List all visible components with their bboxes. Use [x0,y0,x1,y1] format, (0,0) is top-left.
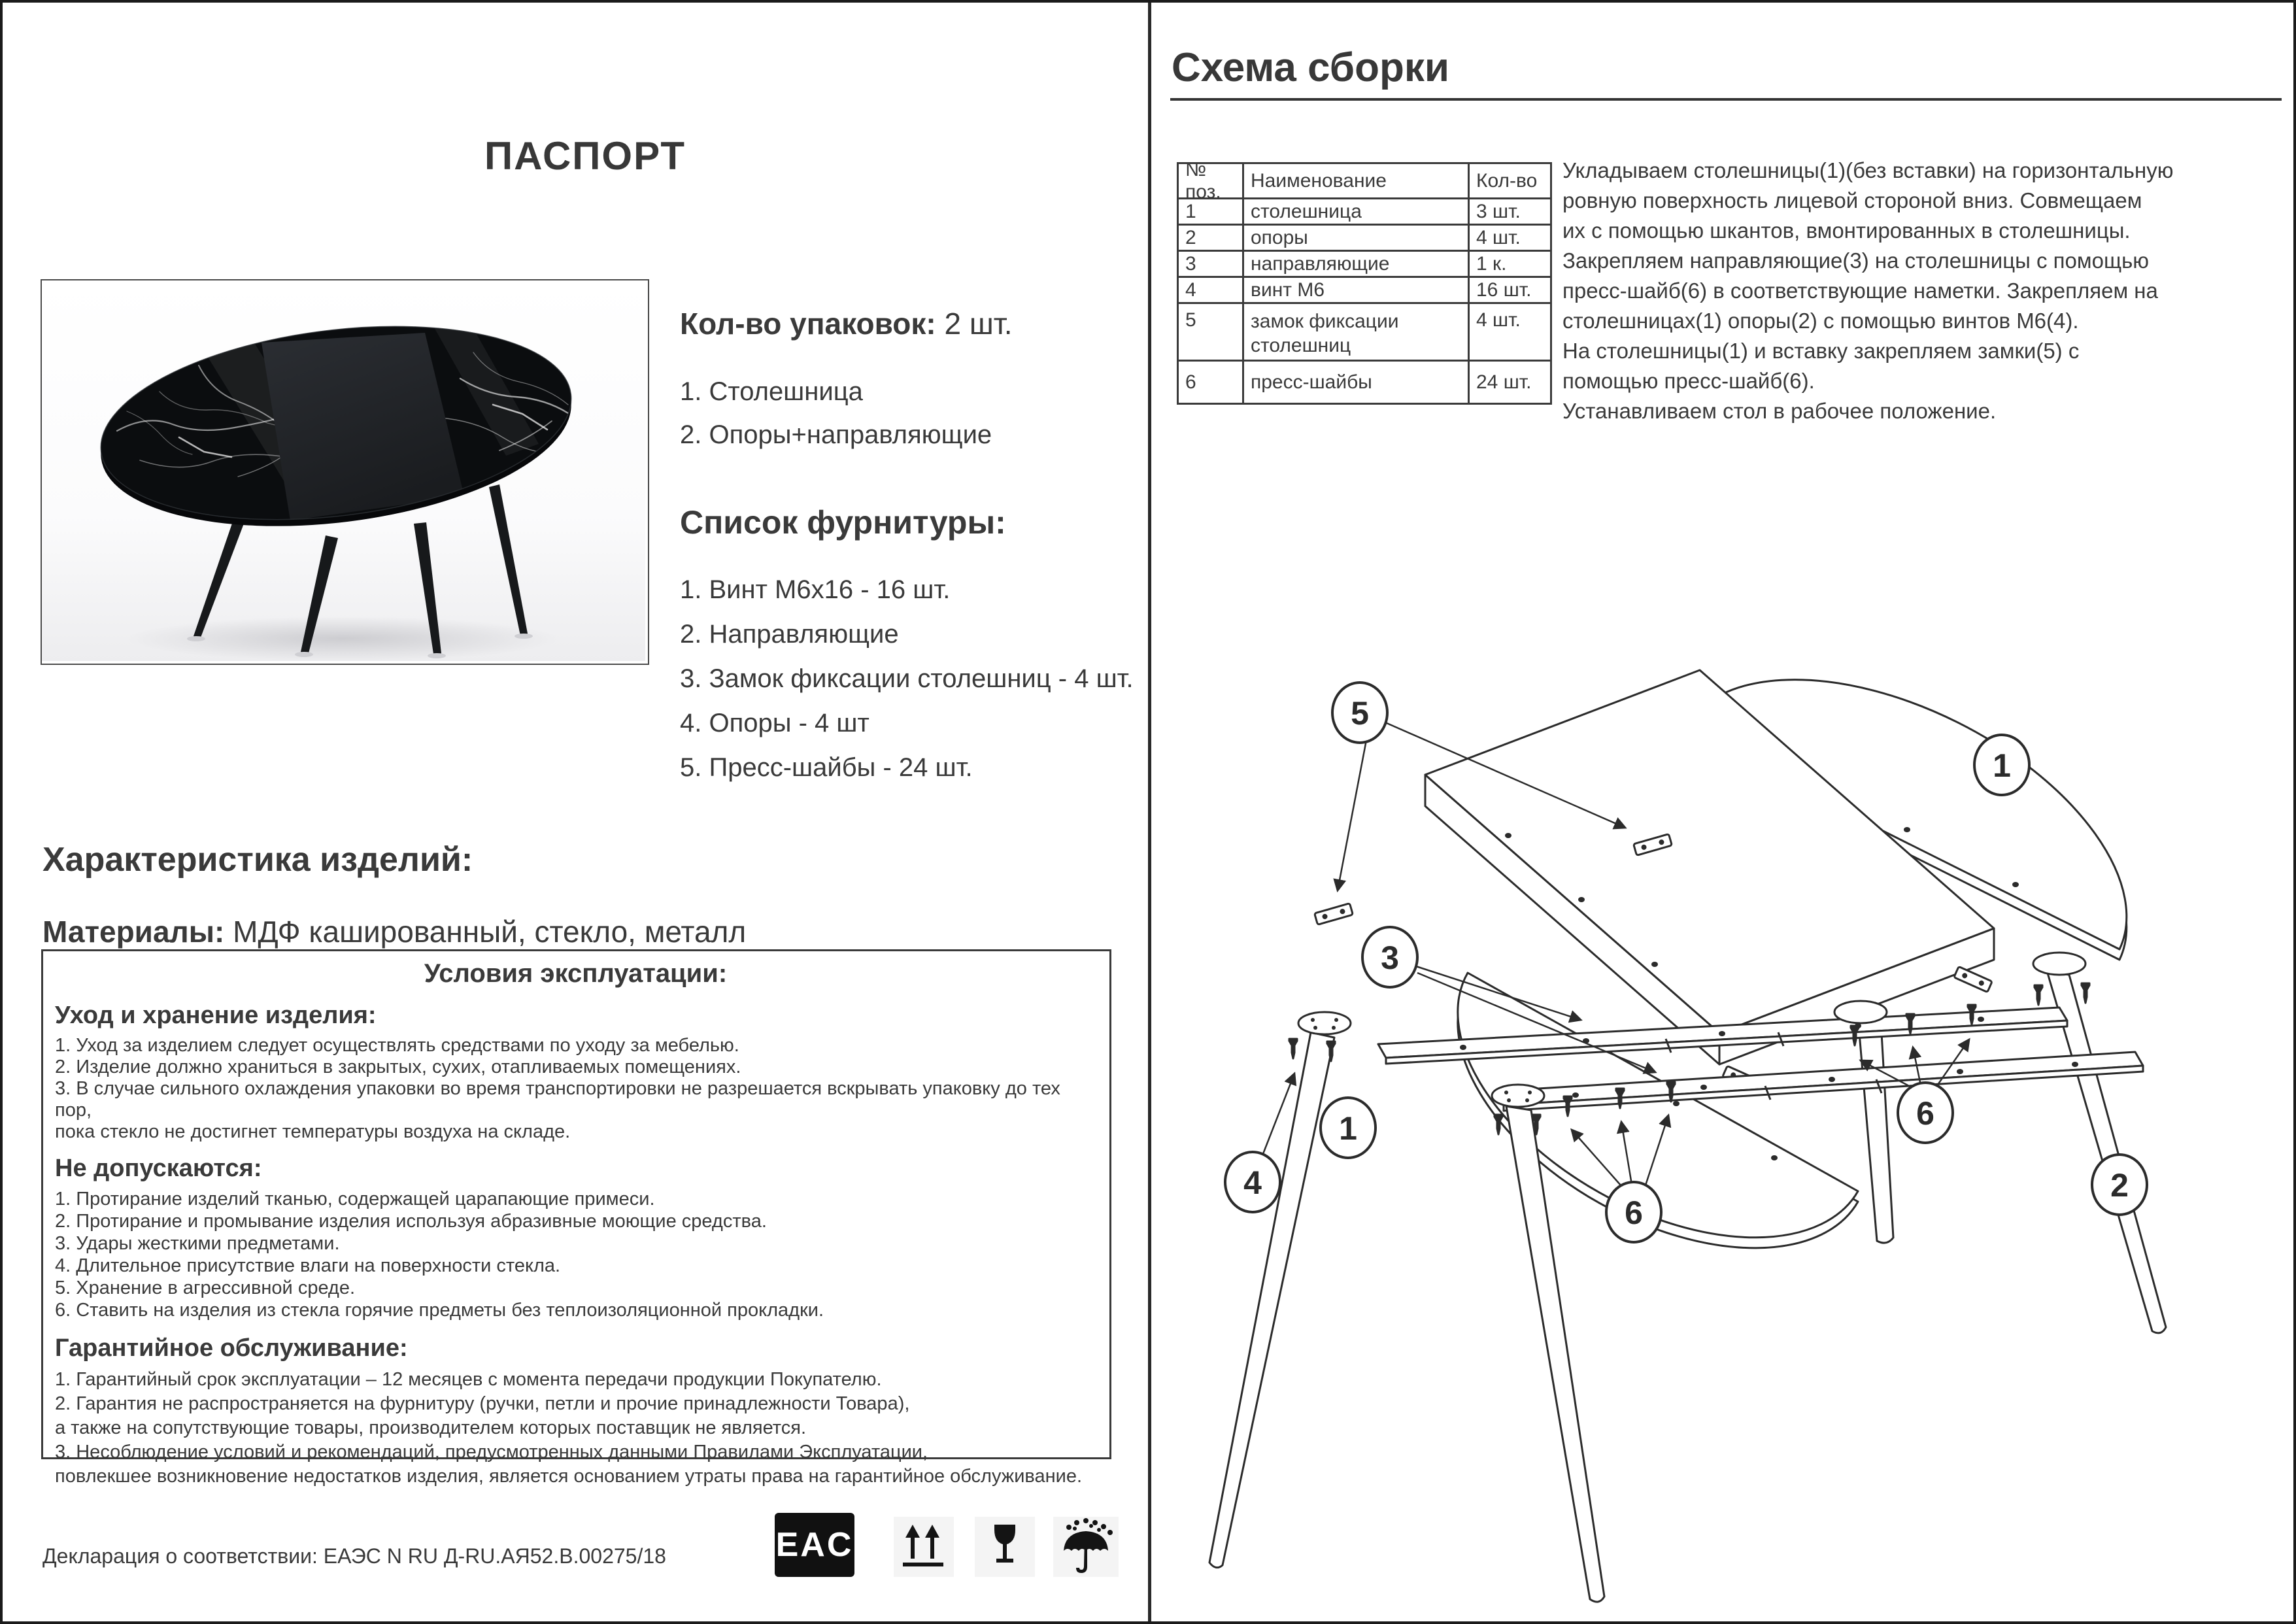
svg-text:1: 1 [1339,1110,1357,1147]
svg-text:5: 5 [1351,695,1369,732]
care-heading: Уход и хранение изделия: [55,1002,377,1029]
packaging-section [680,306,1124,456]
table-leg-middle [1859,1021,1893,1243]
callout-2 [2092,1155,2147,1215]
table-cell-qty: 4 шт. [1470,304,1550,362]
packaging-label: Кол-во упаковок: [680,307,936,341]
instruction-line: ровную поверхность лицевой стороной вниз. Совмещаем [1562,188,2142,212]
lock-plate [1315,904,1353,925]
table-cell-name: замок фиксации столешниц [1244,304,1470,362]
instruction-line: столешницах(1) опоры(2) с помощью винтов М6(4). [1562,309,2079,333]
col-header-name: Наименование [1244,164,1470,199]
characteristics-heading: Характеристика изделий: [42,841,473,879]
not-allowed-line: 5. Хранение в агрессивной среде. [55,1277,356,1298]
svg-text:4: 4 [1243,1164,1262,1201]
warranty-line: 1. Гарантийный срок эксплуатации – 12 месяцев с момента передачи продукции Покупателю. [55,1369,882,1390]
conditions-box [41,949,1111,1487]
instruction-line: пресс-шайб(6) в соответствующие наметки. Закрепляем на [1562,279,2158,303]
product-photo-render [42,280,645,661]
not-allowed-line: 1. Протирание изделий тканью, содержащей царапающие примеси. [55,1189,655,1210]
care-line: пока стекло не достигнет температуры воздуха на складе. [55,1121,571,1142]
table-cell-name: направляющие [1244,252,1470,278]
keep-dry-umbrella-icon [1053,1517,1119,1577]
col-header-qty: Кол-во [1470,164,1550,199]
not-allowed-line: 2. Протирание и промывание изделия используя абразивные моющие средства. [55,1211,767,1232]
leg-mount-plate [2033,953,2085,975]
table-cell-num: 6 [1179,362,1244,403]
hardware-item: 2. Направляющие [680,620,899,649]
hardware-heading: Список фурнитуры: [680,504,1006,541]
table-cell-qty: 1 к. [1470,252,1550,278]
instruction-line: Закрепляем направляющие(3) на столешницы с помощью [1562,248,2150,273]
callout-1-left [1321,1098,1376,1158]
not-allowed-heading: Не допускаются: [55,1155,262,1182]
svg-text:6: 6 [1625,1194,1643,1231]
table-cell-num: 5 [1179,304,1244,362]
product-photo [41,279,649,665]
table-cell-qty: 24 шт. [1476,371,1532,393]
table-cell-num: 3 [1179,252,1244,278]
page-title-assembly-scheme: Схема сборки [1172,45,1449,90]
callout-1-right [1974,735,2029,795]
conditions-title: Условия эксплуатации: [424,959,728,988]
table-cell-num: 4 [1179,278,1244,304]
callout-3 [1362,927,1417,987]
parts-table [1177,158,1552,405]
table-cell-qty: 16 шт. [1470,278,1550,304]
page-divider [1148,0,1151,1624]
packaging-value: 2 шт. [936,307,1013,341]
not-allowed-line: 3. Удары жесткими предметами. [55,1233,340,1254]
packaging-heading [680,306,1124,341]
handling-icons-row [775,1512,1128,1582]
care-lines [55,1035,1096,1143]
materials-label: Материалы: [42,915,225,949]
this-side-up-icon [894,1517,954,1577]
assembly-instructions [1562,156,2296,426]
eac-letters: EAC [775,1526,854,1564]
lock-plate [1954,966,1992,992]
instruction-line: Устанавливаем стол в рабочее положение. [1562,399,1997,423]
svg-text:6: 6 [1916,1095,1934,1132]
not-allowed-lines [55,1188,1096,1321]
warranty-lines [55,1368,1096,1489]
not-allowed-line: 6. Ставить на изделия из стекла горячие предметы без теплоизоляционной прокладки. [55,1300,824,1321]
title-underline [1170,98,2282,101]
warranty-line: 2. Гарантия не распространяется на фурнитуру (ручки, петли и прочие принадлежности Товара), [55,1393,910,1414]
warranty-line: повлекшее возникновение недостатков изделия, является основанием утраты права на гарантийное обслуживание. [55,1466,1082,1487]
hardware-item: 3. Замок фиксации столешниц - 4 шт. [680,664,1134,693]
eac-mark-icon [775,1513,854,1577]
declaration-of-conformity: Декларация о соответствии: ЕАЭС N RU Д-RU.АЯ52.В.00275/18 [42,1544,666,1568]
care-line: 3. В случае сильного охлаждения упаковки во время транспортировки не разрешается вскрывать упаковку до тех пор, [55,1078,1060,1121]
materials-value: МДФ кашированный, стекло, металл [224,915,747,949]
assembly-diagram [1151,418,2296,1624]
warranty-line: а также на сопутствующие товары, производителем которых поставщик не является. [55,1417,806,1438]
warranty-heading: Гарантийное обслуживание: [55,1334,408,1362]
instruction-line: помощью пресс-шайб(6). [1562,369,1815,393]
table-cell-num: 1 [1179,199,1244,226]
col-header-num: № поз. [1179,164,1244,199]
hardware-item: 1. Винт М6х16 - 16 шт. [680,575,951,604]
hardware-item: 4. Опоры - 4 шт [680,709,869,737]
instruction-line: их с помощью шкантов, вмонтированных в столешницы. [1562,218,2131,243]
page-title-passport: ПАСПОРТ [484,134,686,178]
leg-mount-plate [1834,1001,1887,1023]
callout-4 [1225,1152,1280,1212]
packaging-item: 2. Опоры+направляющие [680,420,992,449]
callout-6-left [1606,1182,1661,1242]
care-line: 1. Уход за изделием следует осуществлять средствами по уходу за мебелью. [55,1035,739,1056]
table-cell-num: 2 [1179,226,1244,252]
materials-line [42,914,746,949]
fragile-glass-icon [975,1517,1035,1577]
table-cell-name: опоры [1244,226,1470,252]
table-cell-qty: 4 шт. [1470,226,1550,252]
callout-5 [1332,683,1387,743]
svg-text:2: 2 [2110,1167,2129,1204]
hardware-item: 5. Пресс-шайбы - 24 шт. [680,753,973,782]
table-leg-back-left [1209,1012,1351,1568]
instruction-line: На столешницы(1) и вставку закрепляем замки(5) с [1562,339,2080,363]
hardware-section [680,503,1138,790]
table-cell-name: столешница [1244,199,1470,226]
callout-6-right [1898,1083,1953,1143]
instruction-line: Укладываем столешницы(1)(без вставки) на горизонтальную [1562,158,2174,182]
not-allowed-line: 4. Длительное присутствие влаги на поверхности стекла. [55,1255,561,1276]
svg-text:1: 1 [1993,747,2011,784]
table-cell-name: пресс-шайбы [1244,362,1470,403]
table-cell-name: винт М6 [1244,278,1470,304]
care-line: 2. Изделие должно храниться в закрытых, сухих, отапливаемых помещениях. [55,1057,741,1077]
packaging-item: 1. Столешница [680,377,863,406]
warranty-line: 3. Несоблюдение условий и рекомендаций, предусмотренных данными Правилами Эксплуатации, [55,1442,928,1463]
table-cell-qty: 3 шт. [1470,199,1550,226]
svg-text:3: 3 [1381,939,1399,976]
